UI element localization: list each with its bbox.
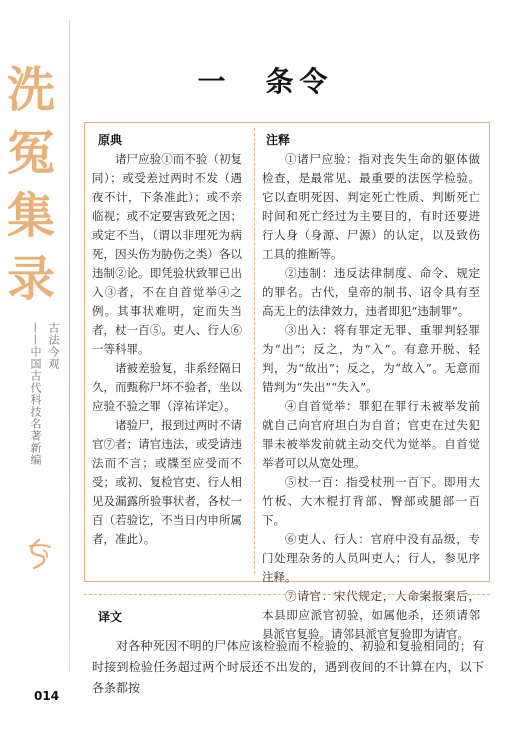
note-item: ②违制：违反法律制度、命令、规定的罪名。古代，皇帝的制书、诏令具有至高无上的法律效力，违者即犯“违制罪”。 [262,266,480,318]
zhushi-body [262,150,480,644]
note-item: ④自首觉举：罪犯在罪行未被举发前就自己向官府坦白为自首；官吏在过失犯罪未被举发前就主动交代为觉举。自首觉举者可以从宽处理。 [262,399,480,470]
decorative-margin-line [69,20,70,670]
yiwen-body [92,636,484,699]
note-item: ⑤杖一百：指受杖刑一百下。即用大竹板、大木棍打背部、臀部或腿部一百下。 [262,475,480,527]
yuandian-paragraph: 诸验尸，报到过两时不请官⑦者；请官违法，或受请违法而不言；或牒至应受而不受；或初、复检官吏、行人相见及漏露所验事状者，各杖一百（若验讫，不当日内申所属者，准此）。 [92,418,242,546]
yuandian-paragraph: 诸尸应验①而不验（初复同）；或受差过两时不发（遇夜不计，下条准此）；或不亲临视；或不定要害致死之因；或定不当，（谓以非理死为病死，因头伤为胁伤之类）各以违制②论。即凭验状致罪已出入③者，不在自首觉举④之例。其事状难明，定而失当者，杖一百⑤。吏人、行人⑥一等科罪。 [92,152,242,356]
translation-paragraph: 对各种死因不明的尸体应该检验而不检验的、初验和复验相同的；有时接到检验任务超过两个时辰还不出发的，遇到夜间的不计算在内，以下各条都按 [92,639,484,695]
book-title-char: 录 [6,251,55,307]
note-item: ⑦请官：宋代规定，人命案报案后，本县即应派官初验，如属他杀，还须请邻县派官复验。请邻县派官复验即为请官。 [262,589,480,641]
yiwen-heading: 译文 [98,610,123,624]
page-number: 014 [34,689,60,703]
series-subtitle [20,322,68,532]
series-description: ——中国古代科技名著新编 [29,322,42,466]
book-title-char: 集 [6,188,55,244]
seal-icon [24,538,54,570]
chapter-title: 一 条令 [197,65,334,98]
yuandian-body [92,150,242,549]
yuandian-heading: 原典 [98,133,123,147]
book-title-char: 冤 [6,125,55,181]
series-name: 古法今观 [47,322,60,370]
book-title-char: 洗 [6,62,55,118]
note-item: ⑥吏人、行人：官府中没有品级，专门处理杂务的人员叫吏人；行人，参见序注释。 [262,532,480,584]
note-item: ①诸尸应验：指对丧失生命的躯体做检查，是最常见、最重要的法医学检验。它以查明死因、判定死亡性质、判断死亡时间和死亡经过为主要目的，有时还要进行人身（身源、尸源）的认定，以及致伤工具的推断等。 [262,152,480,261]
column-divider [254,128,256,574]
zhushi-heading: 注释 [266,133,291,147]
section-divider [84,594,490,595]
note-item: ③出入：将有罪定无罪、重罪判轻罪为“出”；反之，为“入”。有意开脱、轻判，为“故出”；反之，为“故入”。无意而错判为“失出”“失入”。 [262,323,480,394]
yuandian-paragraph: 诸被差验复，非系经隔日久，而甄称尸坏不验者，坐以应验不验之罪（淳祐详定）。 [92,361,242,413]
